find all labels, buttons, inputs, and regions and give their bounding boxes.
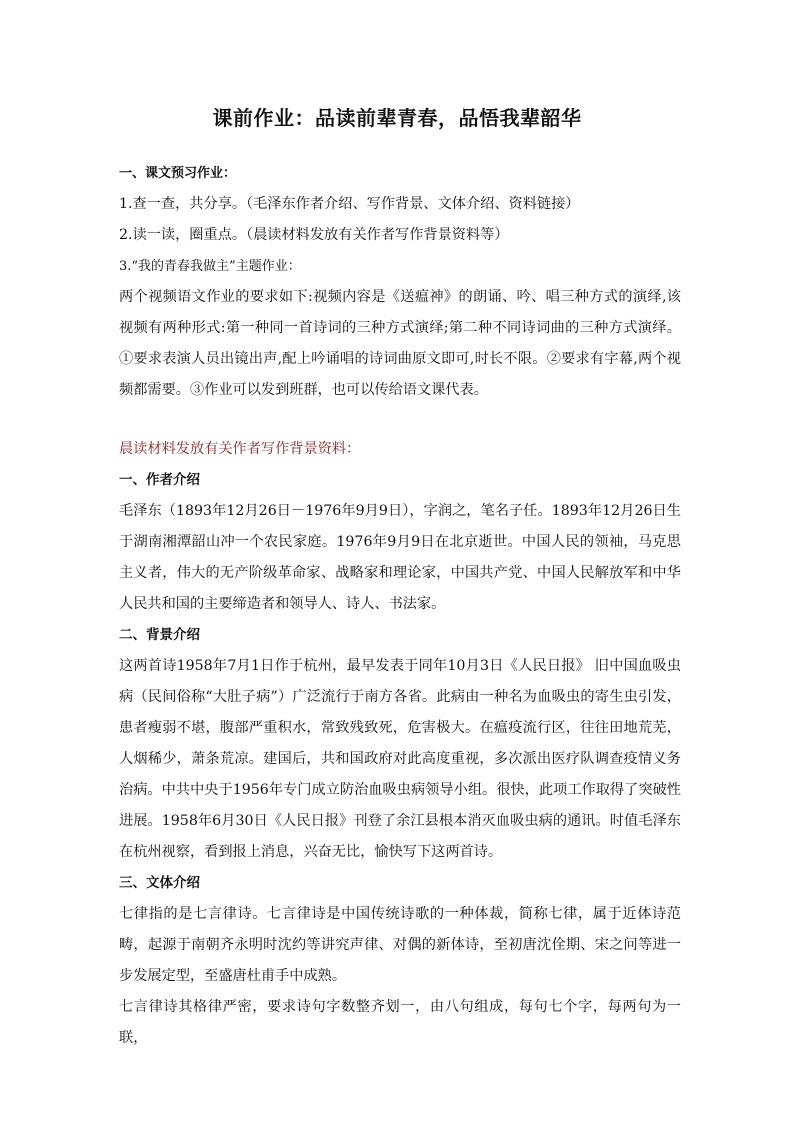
list-item: 2.读一读，圈重点。（晨读材料发放有关作者写作背景资料等）	[119, 227, 509, 243]
genre-text-continued: 七言律诗其格律严密，要求诗句字数整齐划一，由八句组成，每句七个字，每两句为一联，	[119, 999, 681, 1046]
background-heading: 二、背景介绍	[119, 627, 200, 643]
section-heading-preview: 一、课文预习作业：	[119, 166, 237, 181]
page-title: 课前作业：品读前辈青春，品悟我辈韶华	[212, 106, 582, 130]
genre-text: 七律指的是七言律诗。七言律诗是中国传统诗歌的一种体裁，简称七律，属于近体诗范畴，起源于南朝齐永明时沈约等讲究声律、对偶的新体诗，至初唐沈佺期、宋之问等进一步发展定型，至盛唐杜甫手中成熟。	[119, 906, 681, 984]
list-item: 1.查一查，共分享。（毛泽东作者介绍、写作背景、文体介绍、资料链接）	[119, 196, 580, 212]
author-text: 毛泽东（1893年12月26日－1976年9月9日），字润之，笔名子任。1893年12月26日生于湖南湘潭韶山冲一个农民家庭。1976年9月9日在北京逝世。中国人民的领袖，马克思主义者，伟大的无产阶级革命家、战略家和理论家，中国共产党、中国人民解放军和中华人民共和国的主要缔造者和领导人、诗人、书法家。	[119, 503, 681, 612]
genre-heading: 三、文体介绍	[119, 875, 200, 891]
materials-heading: 晨读材料发放有关作者写作背景资料：	[119, 441, 361, 457]
homework-requirement: 两个视频语文作业的要求如下:视频内容是《送瘟神》的朗诵、吟、唱三种方式的演绎,该视频有两种形式:第一种同一首诗词的三种方式演绎;第二种不同诗词曲的三种方式演绎。①要求表演人员出镜出声,配上吟诵唱的诗词曲原文即可,时长不限。②要求有字幕,两个视频都需要。③作业可以发到班群，也可以传给语文课代表。	[119, 289, 681, 398]
document-body	[119, 158, 681, 1054]
author-heading: 一、作者介绍	[119, 472, 200, 488]
spacer	[119, 406, 681, 434]
list-item: 3.“我的青春我做主”主题作业：	[119, 259, 301, 274]
background-text: 这两首诗1958年7月1日作于杭州，最早发表于同年10月3日《人民日报》 旧中国血吸虫病（民间俗称“大肚子病”）广泛流行于南方各省。此病由一种名为血吸虫的寄生虫引发，患者瘦弱不堪，腹部严重积水，常致残致死，危害极大。在瘟疫流行区，往往田地荒芜，人烟稀少，萧条荒凉。建国后，共和国政府对此高度重视，多次派出医疗队调查疫情义务治病。中共中央于1956年专门成立防治血吸虫病领导小组。很快，此项工作取得了突破性进展。1958年6月30日《人民日报》刊登了余江县根本消灭血吸虫病的通讯。时值毛泽东在杭州视察，看到报上消息，兴奋无比，愉快写下这两首诗。	[119, 658, 681, 860]
